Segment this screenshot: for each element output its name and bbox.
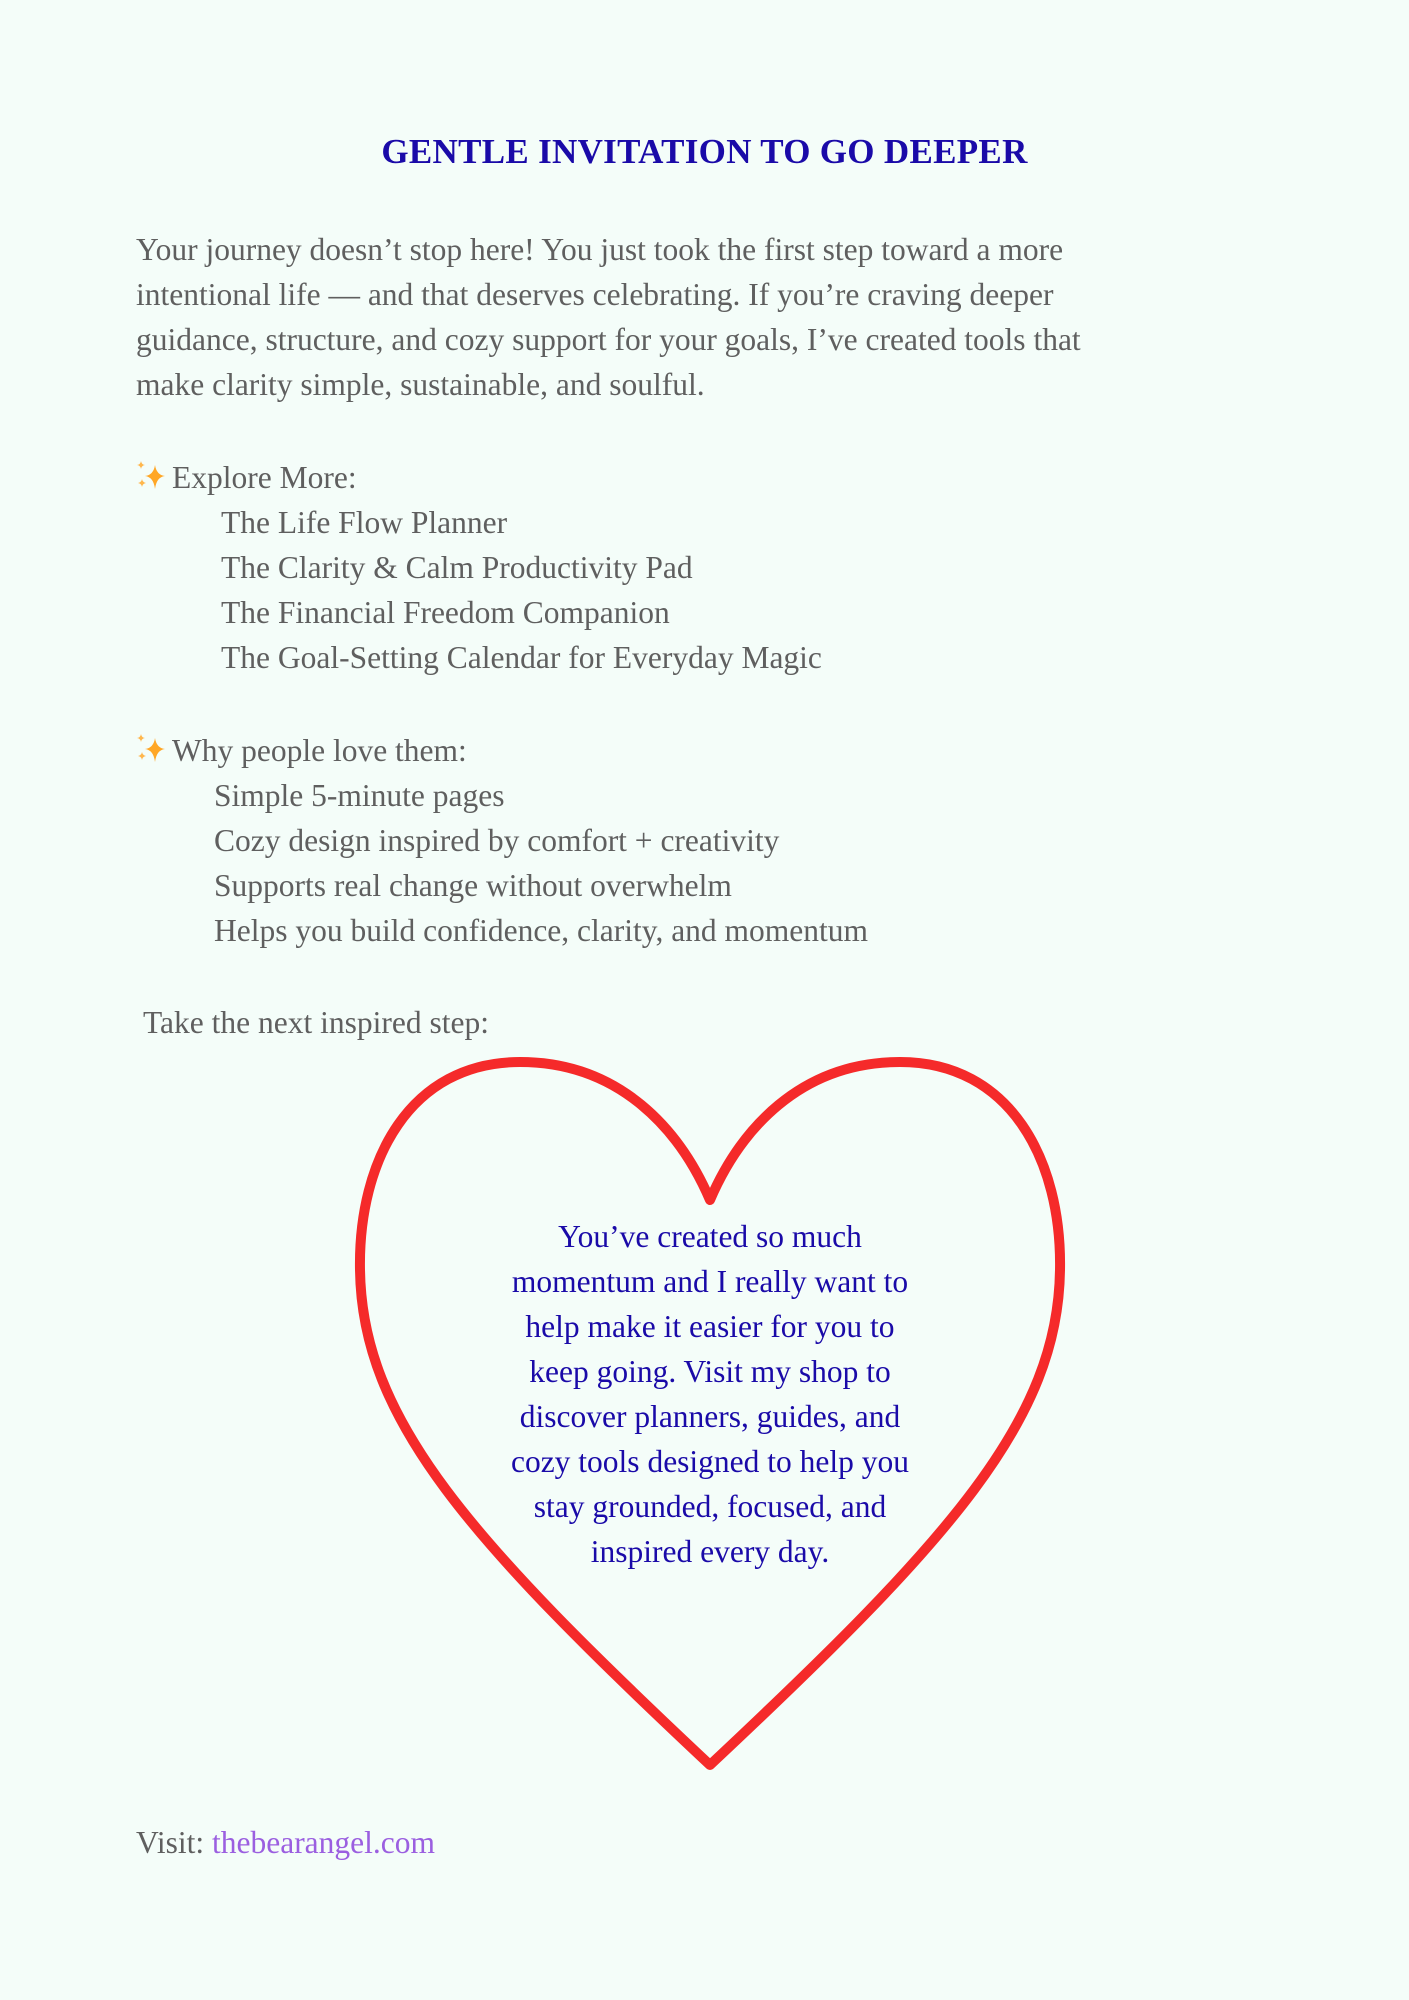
list-item: The Goal-Setting Calendar for Everyday Magic: [221, 640, 822, 675]
sparkles-icon: [134, 459, 168, 493]
explore-heading-label: Explore More:: [172, 460, 357, 495]
intro-line: guidance, structure, and cozy support for your goals, I’ve created tools that: [136, 322, 1081, 357]
list-item: Simple 5-minute pages: [214, 778, 505, 813]
explore-heading: [134, 455, 357, 500]
heart-message-line: You’ve created so much: [558, 1219, 862, 1254]
heart-message-line: keep going. Visit my shop to: [529, 1354, 891, 1389]
why-heading-label: Why people love them:: [172, 733, 467, 768]
why-heading: [134, 728, 467, 773]
why-list: [214, 773, 868, 953]
intro-line: Your journey doesn’t stop here! You just took the first step toward a more: [136, 232, 1064, 267]
next-step-label: Take the next inspired step:: [143, 1005, 489, 1040]
list-item: Cozy design inspired by comfort + creativity: [214, 823, 780, 858]
list-item: The Life Flow Planner: [221, 505, 508, 540]
heart-message-line: stay grounded, focused, and: [533, 1489, 887, 1524]
sparkles-icon: [134, 732, 168, 766]
visit-line: [136, 1820, 435, 1865]
heart-message-line: cozy tools designed to help you: [510, 1444, 910, 1479]
intro-paragraph: [136, 227, 1081, 407]
page-title: GENTLE INVITATION TO GO DEEPER: [381, 132, 1028, 171]
heart-message: [430, 1214, 990, 1574]
list-item: The Financial Freedom Companion: [221, 595, 670, 630]
list-item: Supports real change without overwhelm: [214, 868, 732, 903]
list-item: The Clarity & Calm Productivity Pad: [221, 550, 693, 585]
heart-message-line: momentum and I really want to: [511, 1264, 909, 1299]
visit-label: Visit:: [136, 1825, 205, 1860]
intro-line: intentional life — and that deserves celebrating. If you’re craving deeper: [136, 277, 1054, 312]
heart-message-line: discover planners, guides, and: [519, 1399, 901, 1434]
heart-message-line: inspired every day.: [590, 1534, 830, 1569]
heart-message-line: help make it easier for you to: [525, 1309, 895, 1344]
website-link[interactable]: thebearangel.com: [212, 1825, 436, 1860]
list-item: Helps you build confidence, clarity, and momentum: [214, 913, 869, 948]
intro-line: make clarity simple, sustainable, and soulful.: [136, 367, 705, 402]
explore-list: [221, 500, 822, 680]
